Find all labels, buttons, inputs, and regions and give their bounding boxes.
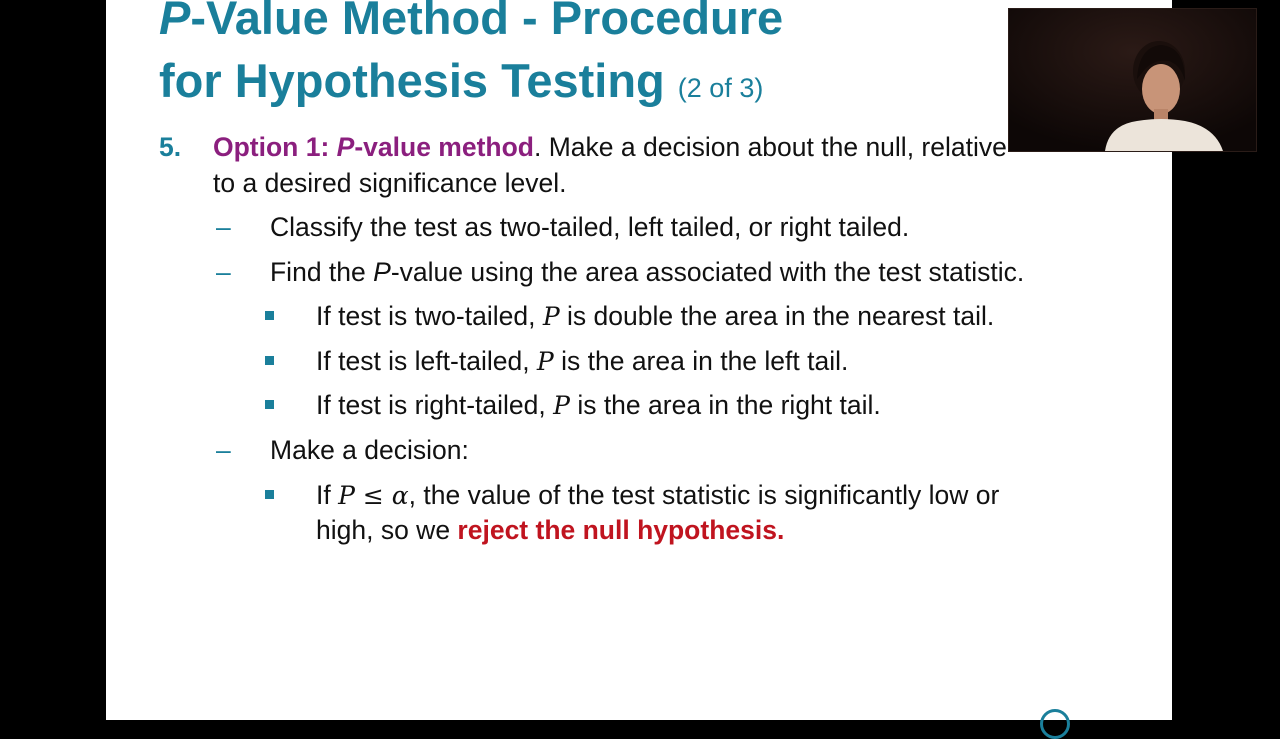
bullet-text: If test is left-tailed, [316,346,537,376]
bullet-square [265,490,274,499]
decision-line-2 [316,515,784,546]
step-text-1: . Make a decision about the null, relative [533,132,1007,162]
math-p: P [542,302,560,331]
bullet-square [265,400,274,409]
option-label: Option 1: [213,132,337,162]
step-line-2: to a desired significance level. [213,168,567,198]
math-p: P [553,391,570,420]
reject-null-emphasis: reject the null hypothesis. [457,515,785,545]
dash-item-p: P [373,257,391,287]
math-leq: ≤ [354,481,392,510]
title-line1: -Value Method - Procedure [190,0,784,44]
dash-marker: – [216,435,231,465]
publisher-logo-icon [1040,709,1070,739]
bullet-left-tailed [316,346,848,377]
option-label-p: P [336,132,355,162]
decision-text: , the value of the test statistic is significantly low or [408,480,1000,510]
dash-item-text: Find the [270,257,374,287]
dash-item-classify: Classify the test as two-tailed, left tailed, or right tailed. [270,212,910,242]
bullet-two-tailed [316,301,994,332]
webcam-overlay [1008,8,1257,152]
title-italic-p: P [159,0,191,44]
bullet-text: is double the area in the nearest tail. [559,301,995,331]
bullet-text: is the area in the left tail. [553,346,849,376]
presenter-video [1009,9,1256,151]
decision-text: high, so we [316,515,458,545]
decision-text: If [316,480,339,510]
math-p: P [338,481,355,510]
math-p: P [536,347,554,376]
bullet-text: is the area in the right tail. [569,390,881,420]
decision-line-1 [316,480,999,511]
step-line-1 [213,132,1007,163]
dash-item-find-p [270,257,1024,288]
bullet-square [265,311,274,320]
bullet-square [265,356,274,365]
title-part-indicator: (2 of 3) [677,73,764,103]
title-line2: for Hypothesis Testing [159,54,665,107]
dash-marker: – [216,212,231,242]
bullet-right-tailed [316,390,881,421]
option-label-rest: -value method [354,132,534,162]
bullet-text: If test is two-tailed, [316,301,543,331]
bullet-text: If test is right-tailed, [316,390,554,420]
math-alpha: α [391,481,409,510]
dash-item-text: -value using the area associated with the test statistic. [390,257,1025,287]
dash-item-decision: Make a decision: [270,435,469,465]
dash-marker: – [216,257,231,287]
step-number: 5. [159,132,182,162]
